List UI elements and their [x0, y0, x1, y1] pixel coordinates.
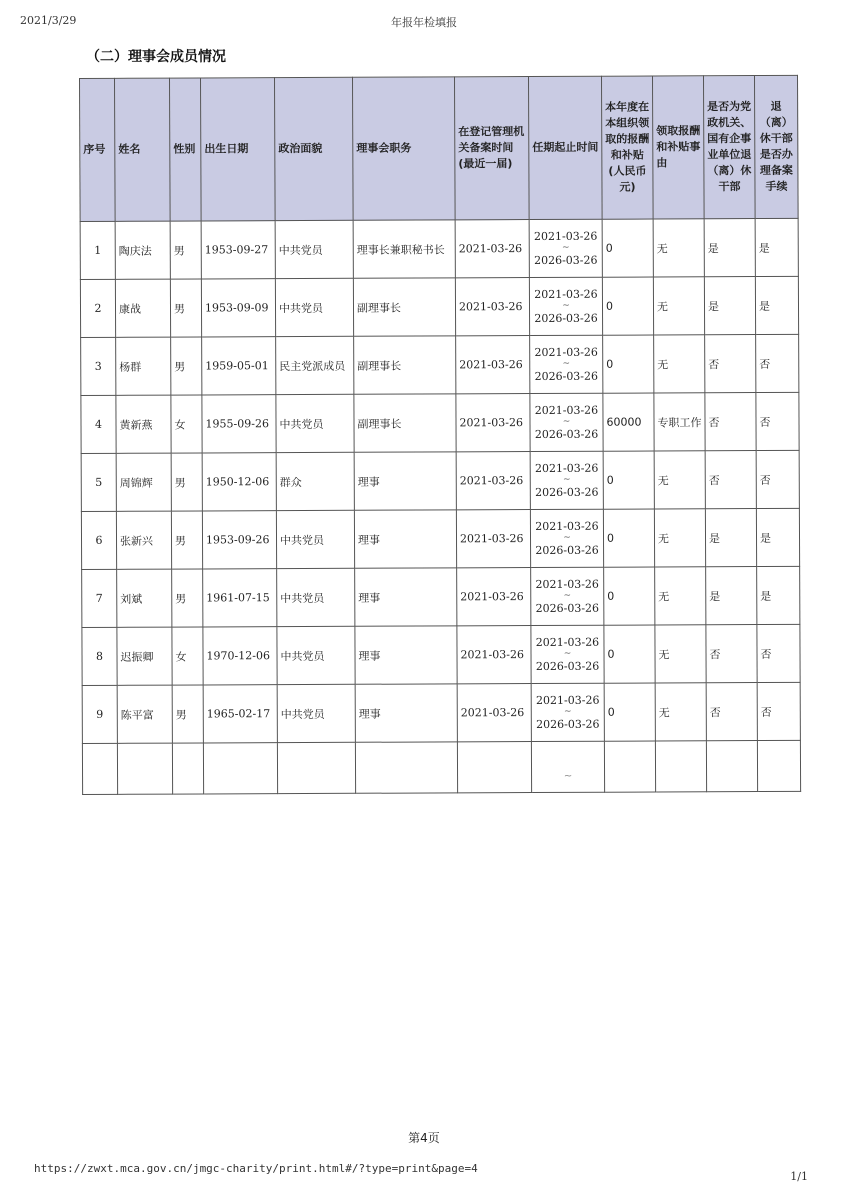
col-header-birth: 出生日期	[201, 78, 276, 221]
cell-term	[531, 683, 604, 741]
cell-gender: 女	[171, 395, 202, 453]
cell-name: 杨群	[116, 337, 171, 395]
empty-cell	[457, 742, 531, 793]
term-end: 2026-03-26	[534, 311, 598, 326]
cell-political: 民主党派成员	[276, 336, 354, 394]
empty-cell	[655, 741, 706, 792]
table-row	[81, 392, 799, 453]
term-separator: ~	[562, 358, 571, 369]
cell-name: 张新兴	[116, 511, 171, 569]
cell-reason: 无	[654, 509, 705, 567]
cell-pay: 0	[604, 625, 655, 683]
cell-no: 1	[80, 221, 115, 279]
term-end: 2026-03-26	[536, 717, 600, 732]
term-start: 2021-03-26	[535, 693, 600, 708]
col-header-term: 任期起止时间	[528, 76, 602, 219]
cell-filed: 是	[755, 276, 798, 334]
table-row	[80, 218, 798, 279]
cell-term	[530, 509, 603, 567]
cell-reason: 无	[655, 625, 706, 683]
cell-registered: 2021-03-26	[456, 336, 530, 394]
section-title: （二）理事会成员情况	[86, 49, 226, 65]
cell-filed: 否	[757, 682, 800, 740]
cell-position: 理事长兼职秘书长	[353, 220, 455, 278]
cell-no: 8	[82, 627, 117, 685]
term-start: 2021-03-26	[534, 461, 599, 476]
cell-retired: 是	[705, 509, 756, 567]
term-separator: ~	[563, 532, 571, 543]
cell-term	[530, 393, 603, 451]
col-header-reason: 领取报酬和补贴事由	[652, 76, 704, 219]
term-start: 2021-03-26	[535, 577, 599, 592]
empty-cell	[277, 742, 355, 793]
cell-retired: 否	[705, 393, 756, 451]
cell-term	[529, 277, 602, 335]
term-start: 2021-03-26	[534, 287, 598, 302]
col-header-gender: 性别	[170, 78, 202, 221]
col-header-filed: 退（离）休干部是否办理备案手续	[754, 75, 798, 218]
cell-position: 理事	[354, 452, 456, 510]
cell-reason: 无	[655, 567, 706, 625]
cell-gender: 男	[171, 337, 202, 395]
cell-pay: 0	[604, 567, 655, 625]
col-header-name: 姓名	[115, 78, 171, 221]
term-separator: ~	[561, 242, 570, 253]
empty-cell	[172, 743, 203, 794]
cell-pay: 0	[603, 451, 654, 509]
cell-filed: 是	[756, 508, 799, 566]
cell-retired: 否	[705, 335, 756, 393]
cell-no: 6	[81, 511, 116, 569]
cell-reason: 无	[654, 451, 705, 509]
cell-retired: 否	[706, 625, 757, 683]
cell-birth: 1950-12-06	[202, 453, 276, 511]
cell-filed: 否	[756, 334, 799, 392]
cell-retired: 否	[705, 451, 756, 509]
cell-political: 中共党员	[277, 568, 355, 626]
cell-term	[530, 451, 603, 509]
cell-registered: 2021-03-26	[455, 220, 529, 278]
cell-birth: 1953-09-26	[202, 511, 276, 569]
col-header-political: 政治面貌	[275, 77, 354, 220]
cell-birth: 1955-09-26	[202, 395, 276, 453]
cell-gender: 男	[171, 511, 202, 569]
cell-term	[531, 625, 604, 683]
term-separator: ~	[562, 300, 570, 311]
page-number: 第4页	[408, 1131, 440, 1145]
cell-gender: 男	[172, 569, 203, 627]
table-row	[80, 276, 798, 337]
empty-cell	[117, 743, 172, 794]
cell-pay: 0	[603, 335, 654, 393]
cell-name: 刘斌	[117, 569, 172, 627]
print-date: 2021/3/29	[20, 14, 77, 27]
term-start: 2021-03-26	[535, 519, 599, 534]
term-end: 2026-03-26	[535, 659, 600, 674]
term-start: 2021-03-26	[534, 345, 598, 360]
cell-pay: 0	[602, 219, 653, 277]
cell-registered: 2021-03-26	[457, 684, 531, 742]
cell-political: 中共党员	[275, 278, 353, 336]
cell-gender: 男	[172, 685, 203, 743]
col-header-no: 序号	[80, 78, 116, 221]
term-separator: ~	[562, 416, 571, 427]
table-row	[81, 334, 799, 395]
cell-birth: 1970-12-06	[203, 627, 277, 685]
cell-political: 中共党员	[275, 220, 353, 278]
empty-cell	[757, 740, 800, 791]
term-separator: ~	[563, 590, 572, 601]
term-end: 2026-03-26	[535, 601, 600, 616]
cell-political: 中共党员	[276, 510, 354, 568]
footer-page-count: 1/1	[790, 1170, 808, 1183]
cell-reason: 无	[653, 219, 704, 277]
cell-pay: 0	[603, 509, 654, 567]
table-row	[82, 682, 800, 743]
empty-cell	[706, 741, 757, 792]
cell-filed: 否	[757, 624, 800, 682]
cell-position: 理事	[355, 568, 457, 626]
col-header-registered: 在登记管理机关备案时间(最近一届)	[454, 77, 529, 220]
cell-political: 群众	[276, 452, 354, 510]
cell-filed: 是	[755, 218, 798, 276]
cell-no: 7	[82, 569, 117, 627]
cell-birth: 1959-05-01	[202, 337, 276, 395]
cell-no: 4	[81, 395, 116, 453]
term-separator: ~	[563, 770, 573, 782]
cell-reason: 无	[653, 277, 704, 335]
term-start: 2021-03-26	[533, 229, 598, 244]
cell-no: 2	[80, 279, 115, 337]
table-row	[82, 624, 800, 685]
board-members-table	[79, 75, 801, 795]
term-start: 2021-03-26	[534, 403, 599, 418]
cell-birth: 1965-02-17	[203, 685, 277, 743]
cell-gender: 女	[172, 627, 203, 685]
term-separator: ~	[563, 706, 572, 717]
cell-gender: 男	[171, 453, 202, 511]
col-header-position: 理事会职务	[352, 77, 455, 220]
table-row-empty	[82, 740, 800, 794]
cell-registered: 2021-03-26	[457, 626, 531, 684]
cell-political: 中共党员	[277, 626, 355, 684]
cell-reason: 专职工作	[654, 393, 705, 451]
cell-retired: 否	[706, 683, 757, 741]
empty-cell	[531, 741, 604, 792]
cell-filed: 是	[757, 566, 800, 624]
cell-pay: 60000	[603, 393, 654, 451]
cell-position: 副理事长	[353, 278, 455, 336]
term-end: 2026-03-26	[535, 543, 599, 558]
cell-registered: 2021-03-26	[456, 394, 530, 452]
cell-reason: 无	[654, 335, 705, 393]
cell-name: 康战	[115, 279, 170, 337]
term-separator: ~	[563, 648, 572, 659]
term-end: 2026-03-26	[534, 427, 599, 442]
cell-position: 理事	[355, 684, 457, 742]
term-end: 2026-03-26	[534, 253, 598, 268]
table-row	[82, 566, 800, 627]
cell-name: 周锦辉	[116, 453, 171, 511]
term-start: 2021-03-26	[535, 635, 600, 650]
print-header-title: 年报年检填报	[391, 16, 457, 29]
table-row	[81, 450, 799, 511]
term-end: 2026-03-26	[534, 369, 599, 384]
cell-position: 理事	[355, 626, 457, 684]
empty-cell	[355, 742, 457, 793]
cell-reason: 无	[655, 683, 706, 741]
cell-birth: 1953-09-09	[201, 279, 275, 337]
cell-political: 中共党员	[276, 394, 354, 452]
cell-position: 副理事长	[354, 394, 456, 452]
cell-name: 黄新燕	[116, 395, 171, 453]
col-header-retired: 是否为党政机关、国有企事业单位退（离）休干部	[703, 76, 755, 219]
cell-term	[529, 219, 602, 277]
cell-registered: 2021-03-26	[456, 452, 530, 510]
term-separator: ~	[562, 474, 571, 485]
cell-no: 9	[82, 685, 117, 743]
table-header-row	[80, 75, 799, 221]
cell-retired: 是	[704, 219, 755, 277]
cell-filed: 否	[756, 450, 799, 508]
empty-cell	[82, 743, 117, 794]
cell-birth: 1961-07-15	[203, 569, 277, 627]
cell-no: 3	[81, 337, 116, 395]
cell-registered: 2021-03-26	[457, 568, 531, 626]
cell-name: 陶庆法	[115, 221, 170, 279]
cell-political: 中共党员	[277, 684, 355, 742]
cell-registered: 2021-03-26	[456, 510, 530, 568]
empty-cell	[604, 741, 655, 792]
table-row	[81, 508, 799, 569]
cell-retired: 是	[706, 567, 757, 625]
cell-birth: 1953-09-27	[201, 221, 275, 279]
footer-url: https://zwxt.mca.gov.cn/jmgc-charity/print.html#/?type=print&page=4	[34, 1162, 478, 1175]
cell-position: 理事	[354, 510, 456, 568]
cell-filed: 否	[756, 392, 799, 450]
cell-pay: 0	[604, 683, 655, 741]
cell-name: 迟振卿	[117, 627, 172, 685]
term-end: 2026-03-26	[535, 485, 599, 500]
empty-cell	[203, 743, 277, 794]
cell-gender: 男	[170, 221, 201, 279]
cell-gender: 男	[170, 279, 201, 337]
cell-no: 5	[81, 453, 116, 511]
col-header-pay: 本年度在本组织领取的报酬和补贴(人民币元)	[601, 76, 653, 219]
cell-pay: 0	[602, 277, 653, 335]
cell-position: 副理事长	[354, 336, 456, 394]
cell-term	[531, 567, 604, 625]
cell-retired: 是	[704, 277, 755, 335]
cell-term	[530, 335, 603, 393]
cell-registered: 2021-03-26	[455, 278, 529, 336]
cell-name: 陈平富	[117, 685, 172, 743]
